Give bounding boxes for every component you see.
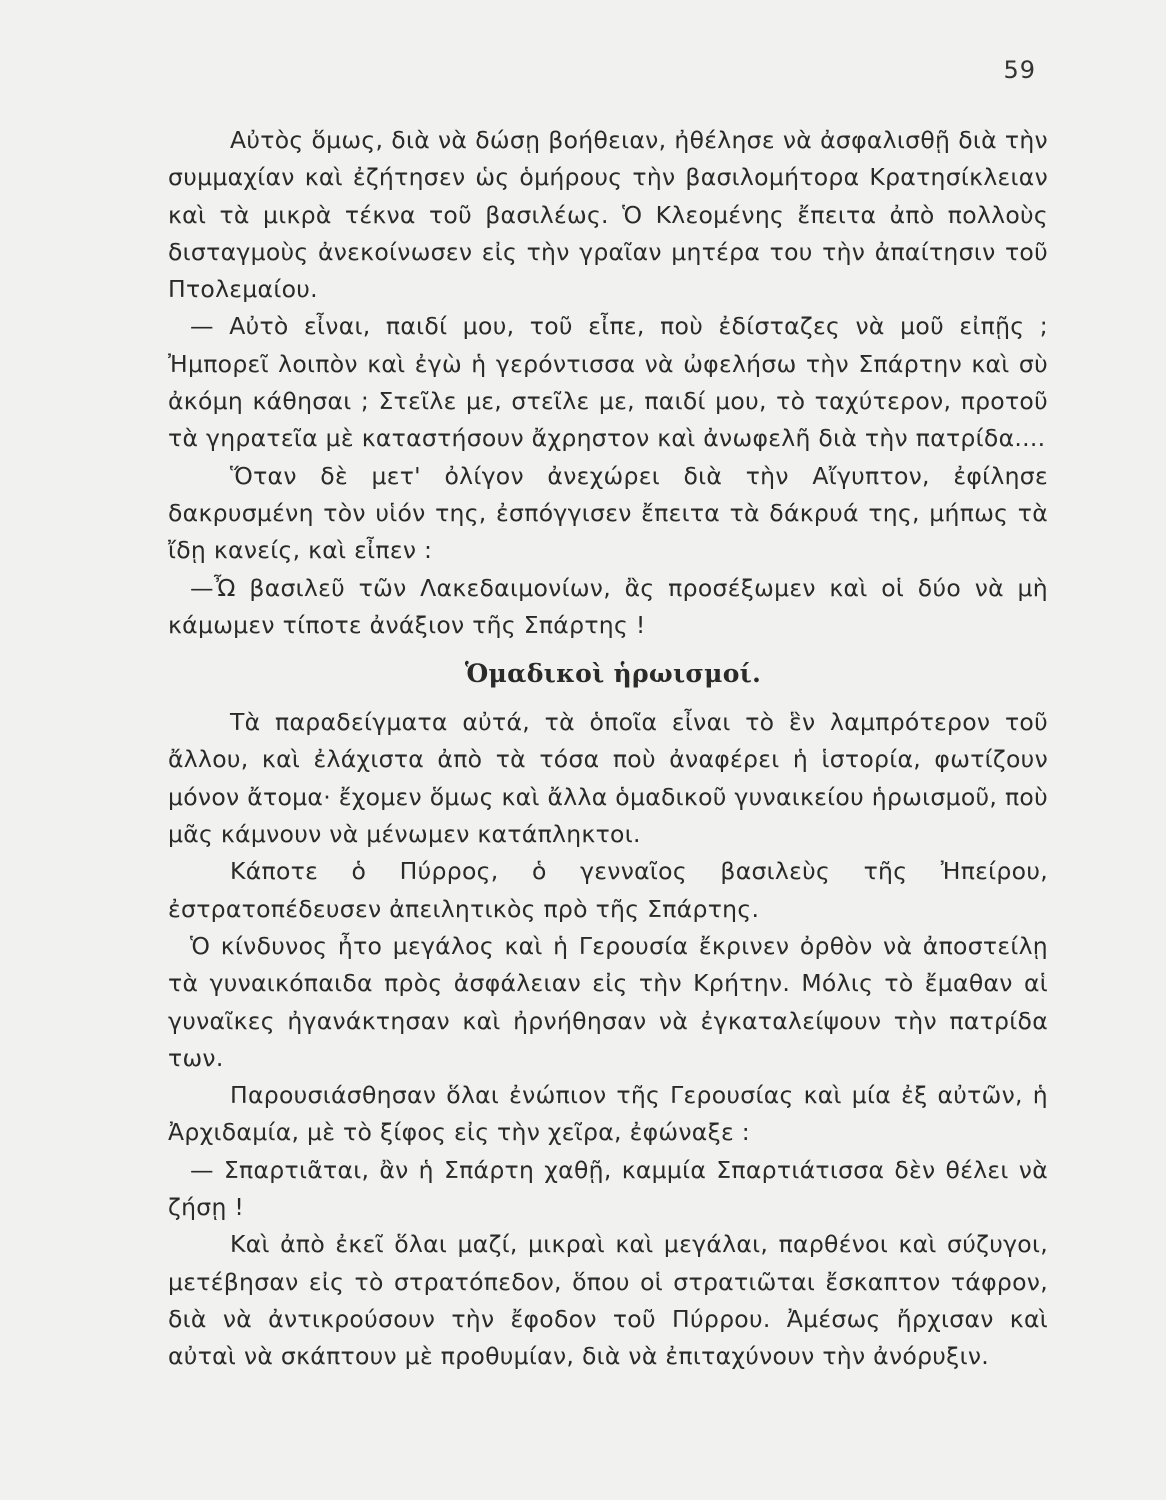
dialogue-paragraph: — Σπαρτιᾶται, ἂν ἡ Σπάρτη χαθῇ, καμμία Σπαρτιάτισσα δὲν θέλει νὰ ζήσῃ ! (168, 1155, 1048, 1222)
section-heading: Ὁμαδικοὶ ἡρωισμοί. (464, 659, 762, 689)
page-number: 59 (1003, 56, 1036, 84)
paragraph: Ὁ κίνδυνος ἦτο μεγάλος καὶ ἡ Γερουσία ἔκρινεν ὀρθὸν νὰ ἀποστείλῃ τὰ γυναικόπαιδα πρὸς ἀσφάλειαν εἰς τὴν Κρήτην. Μόλις τὸ ἔμαθαν αἱ γυναῖκες ἠγανάκτησαν καὶ ἠρνήθησαν νὰ ἐγκαταλείψουν τὴν πατρίδα των. (168, 931, 1048, 1072)
paragraph: Αὐτὸς ὅμως, διὰ νὰ δώσῃ βοήθειαν, ἠθέλησε νὰ ἀσφαλισθῇ διὰ τὴν συμμαχίαν καὶ ἐζήτησεν ὡς ὁμήρους τὴν βασιλομήτορα Κρατησίκλειαν καὶ τὰ μικρὰ τέκνα τοῦ βασιλέως. Ὁ Κλεομένης ἔπειτα ἀπὸ πολλοὺς δισταγμοὺς ἀνεκοίνωσεν εἰς τὴν γραῖαν μητέρα του τὴν ἀπαίτησιν τοῦ Πτολεμαίου. (168, 126, 1048, 304)
paragraph: Καὶ ἀπὸ ἐκεῖ ὅλαι μαζί, μικραὶ καὶ μεγάλαι, παρθένοι καὶ σύζυγοι, μετέβησαν εἰς τὸ στρατόπεδον, ὅπου οἱ στρατιῶται ἔσκαπτον τάφρον, διὰ νὰ ἀντικρούσουν τὴν ἔφοδον τοῦ Πύρρου. Ἀμέσως ἤρχισαν καὶ αὐταὶ νὰ σκάπτουν μὲ προθυμίαν, διὰ νὰ ἐπιταχύνουν τὴν ἀνόρυξιν. (168, 1230, 1048, 1371)
paragraph: Παρουσιάσθησαν ὅλαι ἐνώπιον τῆς Γερουσίας καὶ μία ἐξ αὐτῶν, ἡ Ἀρχιδαμία, μὲ τὸ ξίφος εἰς τὴν χεῖρα, ἐφώναξε : (168, 1081, 1048, 1147)
dialogue-paragraph: — Αὐτὸ εἶναι, παιδί μου, τοῦ εἶπε, ποὺ ἐδίσταζες νὰ μοῦ εἰπῇς ; Ἠμπορεῖ λοιπὸν καὶ ἐγὼ ἡ γερόντισσα νὰ ὠφελήσω τὴν Σπάρτην καὶ σὺ ἀκόμη κάθησαι ; Στεῖλε με, στεῖλε με, παιδί μου, τὸ ταχύτερον, προτοῦ τὰ γηρατεῖα μὲ καταστήσουν ἄχρηστον καὶ ἀνωφελῆ διὰ τὴν πατρίδα.... (168, 312, 1048, 453)
dialogue-paragraph: —Ὦ βασιλεῦ τῶν Λακεδαιμονίων, ἂς προσέξωμεν καὶ οἱ δύο νὰ μὴ κάμωμεν τίποτε ἀνάξιον τῆς Σπάρτης ! (168, 573, 1048, 639)
paragraph: Κάποτε ὁ Πύρρος, ὁ γενναῖος βασιλεὺς τῆς Ἠπείρου, ἐστρατοπέδευσεν ἀπειλητικὸς πρὸ τῆς Σπάρτης. (168, 857, 1048, 923)
page-body (168, 122, 1048, 1376)
paragraph: Ὅταν δὲ μετ' ὀλίγον ἀνεχώρει διὰ τὴν Αἴγυπτον, ἐφίλησε δακρυσμένη τὸν υἱόν της, ἐσπόγγισεν ἔπειτα τὰ δάκρυά της, μήπως τὰ ἴδῃ κανείς, καὶ εἶπεν : (168, 461, 1048, 565)
paragraph: Τὰ παραδείγματα αὐτά, τὰ ὁποῖα εἶναι τὸ ἓν λαμπρότερον τοῦ ἄλλου, καὶ ἐλάχιστα ἀπὸ τὰ τόσα ποὺ ἀναφέρει ἡ ἱστορία, φωτίζουν μόνον ἄτομα· ἔχομεν ὅμως καὶ ἄλλα ὁμαδικοῦ γυναικείου ἡρωισμοῦ, ποὺ μᾶς κάμνουν νὰ μένωμεν κατάπληκτοι. (168, 708, 1048, 849)
